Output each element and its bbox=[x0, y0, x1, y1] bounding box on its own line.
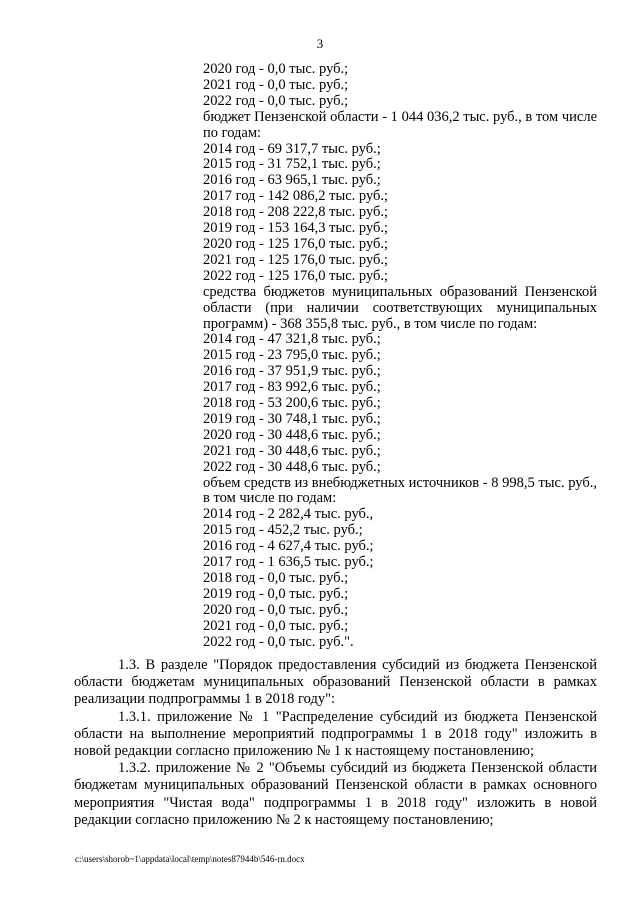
year-line: 2014 год - 69 317,7 тыс. руб.; bbox=[203, 140, 381, 157]
regional-budget-intro: бюджет Пензенской области - 1 044 036,2 тыс. руб., в том числе по годам: bbox=[203, 108, 597, 141]
year-line: 2020 год - 30 448,6 тыс. руб.; bbox=[203, 426, 381, 443]
year-line: 2018 год - 208 222,8 тыс. руб.; bbox=[203, 204, 389, 221]
year-line: 2014 год - 2 282,4 тыс. руб., bbox=[203, 506, 374, 523]
year-line: 2019 год - 0,0 тыс. руб.; bbox=[203, 585, 349, 602]
year-line: 2021 год - 0,0 тыс. руб.; bbox=[203, 76, 349, 93]
year-line: 2019 год - 30 748,1 тыс. руб.; bbox=[203, 410, 381, 427]
year-line: 2014 год - 47 321,8 тыс. руб.; bbox=[203, 331, 381, 348]
year-line: 2019 год - 153 164,3 тыс. руб.; bbox=[203, 220, 389, 237]
year-line: 2016 год - 37 951,9 тыс. руб.; bbox=[203, 363, 381, 380]
year-line: 2020 год - 0,0 тыс. руб.; bbox=[203, 601, 349, 618]
amendment-paragraphs bbox=[74, 657, 597, 829]
paragraph-1-3: 1.3. В разделе "Порядок предоставления субсидий из бюджета Пензенской области бюджетам муниципальных образований Пензенской области в рамках реализации подпрограммы 1 в 2018 году": bbox=[74, 657, 597, 708]
year-line: 2022 год - 125 176,0 тыс. руб.; bbox=[203, 267, 389, 284]
municipal-intro: средства бюджетов муниципальных образований Пензенской области (при наличии соответствующих муниципальных программ) - 368 355,8 тыс. руб., в том числе по годам: bbox=[203, 283, 597, 332]
year-line: 2020 год - 0,0 тыс. руб.; bbox=[203, 61, 349, 77]
year-line: 2017 год - 142 086,2 тыс. руб.; bbox=[203, 188, 389, 205]
group1-list bbox=[203, 62, 597, 110]
municipal-list bbox=[203, 332, 597, 475]
year-line: 2020 год - 125 176,0 тыс. руб.; bbox=[203, 235, 389, 252]
file-path-footer: c:\users\shorob~1\appdata\local\temp\notes87944b\546-rn.docx bbox=[75, 854, 305, 864]
year-line: 2018 год - 53 200,6 тыс. руб.; bbox=[203, 395, 381, 412]
year-line: 2022 год - 0,0 тыс. руб.". bbox=[203, 633, 354, 650]
year-line: 2021 год - 125 176,0 тыс. руб.; bbox=[203, 251, 389, 268]
year-line: 2015 год - 23 795,0 тыс. руб.; bbox=[203, 347, 381, 364]
page-number: 3 bbox=[316, 36, 324, 51]
year-line: 2022 год - 0,0 тыс. руб.; bbox=[203, 92, 349, 109]
regional-budget-list bbox=[203, 142, 597, 285]
year-line: 2017 год - 83 992,6 тыс. руб.; bbox=[203, 379, 381, 396]
extrabudget-list bbox=[203, 507, 597, 650]
paragraph-1-3-1: 1.3.1. приложение № 1 "Распределение субсидий из бюджета Пензенской области на выполнение мероприятий подпрограммы 1 в 2018 году" изложить в новой редакции согласно приложению № 1 к настоящему постановлению; bbox=[74, 708, 597, 760]
year-line: 2016 год - 63 965,1 тыс. руб.; bbox=[203, 172, 381, 189]
year-line: 2018 год - 0,0 тыс. руб.; bbox=[203, 570, 349, 586]
extrabudget-intro: объем средств из внебюджетных источников - 8 998,5 тыс. руб., в том числе по годам: bbox=[203, 474, 597, 507]
year-line: 2015 год - 31 752,1 тыс. руб.; bbox=[203, 156, 381, 173]
year-line: 2022 год - 30 448,6 тыс. руб.; bbox=[203, 458, 381, 475]
paragraph-1-3-2: 1.3.2. приложение № 2 "Объемы субсидий из бюджета Пензенской области бюджетам муниципальных образований Пензенской области в рамках основного мероприятия "Чистая вода" подпрограммы 1 в 2018 году" изложить в новой редакции согласно приложению № 2 к настоящему постановлению; bbox=[74, 760, 597, 828]
year-line: 2016 год - 4 627,4 тыс. руб.; bbox=[203, 538, 374, 555]
year-line: 2021 год - 0,0 тыс. руб.; bbox=[203, 617, 349, 634]
funding-breakdown bbox=[203, 62, 597, 651]
year-line: 2021 год - 30 448,6 тыс. руб.; bbox=[203, 442, 381, 459]
year-line: 2015 год - 452,2 тыс. руб.; bbox=[203, 522, 363, 539]
year-line: 2017 год - 1 636,5 тыс. руб.; bbox=[203, 554, 374, 571]
